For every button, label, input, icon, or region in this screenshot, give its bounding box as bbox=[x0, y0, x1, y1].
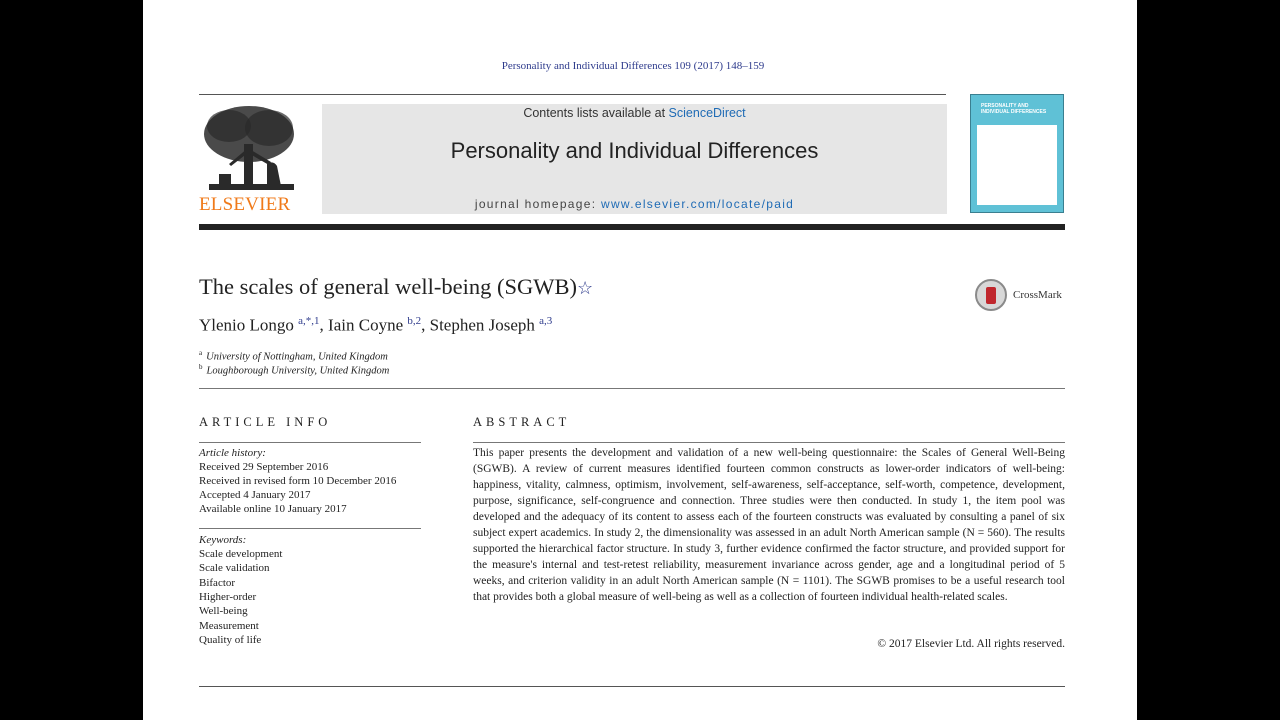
homepage-link[interactable]: www.elsevier.com/locate/paid bbox=[601, 197, 795, 211]
keyword-item: Scale development bbox=[199, 548, 283, 560]
affiliation-text: University of Nottingham, United Kingdom bbox=[206, 351, 388, 363]
cover-content-box bbox=[977, 125, 1057, 205]
crossmark-icon bbox=[975, 279, 1007, 311]
crossmark-label: CrossMark bbox=[1013, 289, 1062, 301]
author-affiliation-marker[interactable]: a,3 bbox=[539, 315, 553, 327]
top-rule bbox=[199, 94, 946, 95]
keyword-item: Bifactor bbox=[199, 577, 236, 589]
history-item: Received 29 September 2016 bbox=[199, 461, 329, 473]
author-separator: , bbox=[421, 315, 430, 335]
journal-banner bbox=[322, 104, 947, 214]
title-footnote-star[interactable]: ☆ bbox=[577, 278, 594, 298]
abstract-body: This paper presents the development and validation of a new well-being questionnaire: the Scales of General Well-Being (SGWB). A review of current measures identified fourteen common constructs as lower-order indicators of well-being: happiness, vitality, calmness, optimism, involvement, self-awareness, self-acceptance, self-worth, competence, development, purpose, significance, self-congruence and connection. Three studies were then conducted. In study 1, the item pool was developed and the adequacy of its content to assess each of the fourteen constructs was evaluated by consulting a panel of six subject expert academics. In study 2, the dimensionality was assessed in an adult North American sample (N = 560). The results supported the hierarchical factor structure. In study 3, further evidence confirmed the factor structure, and provided support for the measure's internal and test-retest reliability, measurement invariance across gender, age and a longitudinal period of 5 weeks, and criterion validity in an adult North American sample (N = 1101). The SGWB promises to be a useful research tool that provides both a global measure of well-being as well as a collection of fourteen individual health-related scales. bbox=[473, 447, 1065, 603]
section-divider bbox=[199, 388, 1065, 389]
history-item: Received in revised form 10 December 2016 bbox=[199, 475, 397, 487]
contents-line bbox=[322, 106, 947, 120]
article-info-rule bbox=[199, 442, 421, 443]
header-thick-rule bbox=[199, 224, 1065, 230]
keywords-label: Keywords: bbox=[199, 534, 247, 546]
author-affiliation-marker[interactable]: b,2 bbox=[407, 315, 422, 327]
keyword-item: Well-being bbox=[199, 605, 248, 617]
author-affiliation-marker[interactable]: a,*,1 bbox=[298, 315, 320, 327]
affiliation-mark: a bbox=[199, 349, 203, 357]
affiliation-mark: b bbox=[199, 363, 203, 371]
journal-citation[interactable]: Personality and Individual Differences 109 (2017) 148–159 bbox=[501, 60, 765, 72]
author-name: Stephen Joseph bbox=[429, 315, 535, 335]
author-list bbox=[199, 315, 552, 336]
bottom-rule bbox=[199, 686, 1065, 687]
homepage-prefix: journal homepage: bbox=[474, 197, 601, 211]
author-name: Ylenio Longo bbox=[199, 315, 294, 335]
article-history-label: Article history: bbox=[199, 447, 266, 459]
journal-cover-thumbnail bbox=[970, 94, 1064, 213]
sciencedirect-link[interactable]: ScienceDirect bbox=[668, 106, 746, 120]
keyword-item: Scale validation bbox=[199, 562, 270, 574]
contents-prefix: Contents lists available at bbox=[523, 106, 669, 120]
journal-homepage-line bbox=[322, 197, 947, 211]
author-separator: , bbox=[319, 315, 329, 335]
affiliation bbox=[199, 349, 388, 363]
cover-title: PERSONALITY AND INDIVIDUAL DIFFERENCES bbox=[981, 103, 1047, 115]
copyright-notice: © 2017 Elsevier Ltd. All rights reserved. bbox=[877, 638, 1065, 650]
affiliation-text: Loughborough University, United Kingdom bbox=[206, 365, 390, 377]
keywords-rule bbox=[199, 528, 421, 529]
history-item: Accepted 4 January 2017 bbox=[199, 489, 311, 501]
keyword-item: Higher-order bbox=[199, 591, 257, 603]
elsevier-wordmark: ELSEVIER bbox=[199, 194, 291, 215]
crossmark-badge[interactable] bbox=[975, 279, 1085, 315]
abstract-heading: ABSTRACT bbox=[473, 415, 571, 429]
author-name: Iain Coyne bbox=[328, 315, 404, 335]
paper-page bbox=[143, 0, 1137, 720]
article-title bbox=[199, 274, 593, 300]
keyword-item: Measurement bbox=[199, 620, 259, 632]
journal-title: Personality and Individual Differences bbox=[450, 138, 819, 163]
affiliation bbox=[199, 363, 389, 377]
keyword-item: Quality of life bbox=[199, 634, 262, 646]
article-title-text: The scales of general well-being (SGWB) bbox=[199, 274, 577, 299]
history-item: Available online 10 January 2017 bbox=[199, 503, 347, 515]
abstract-rule bbox=[473, 442, 1065, 443]
article-info-heading: ARTICLE INFO bbox=[199, 415, 332, 429]
